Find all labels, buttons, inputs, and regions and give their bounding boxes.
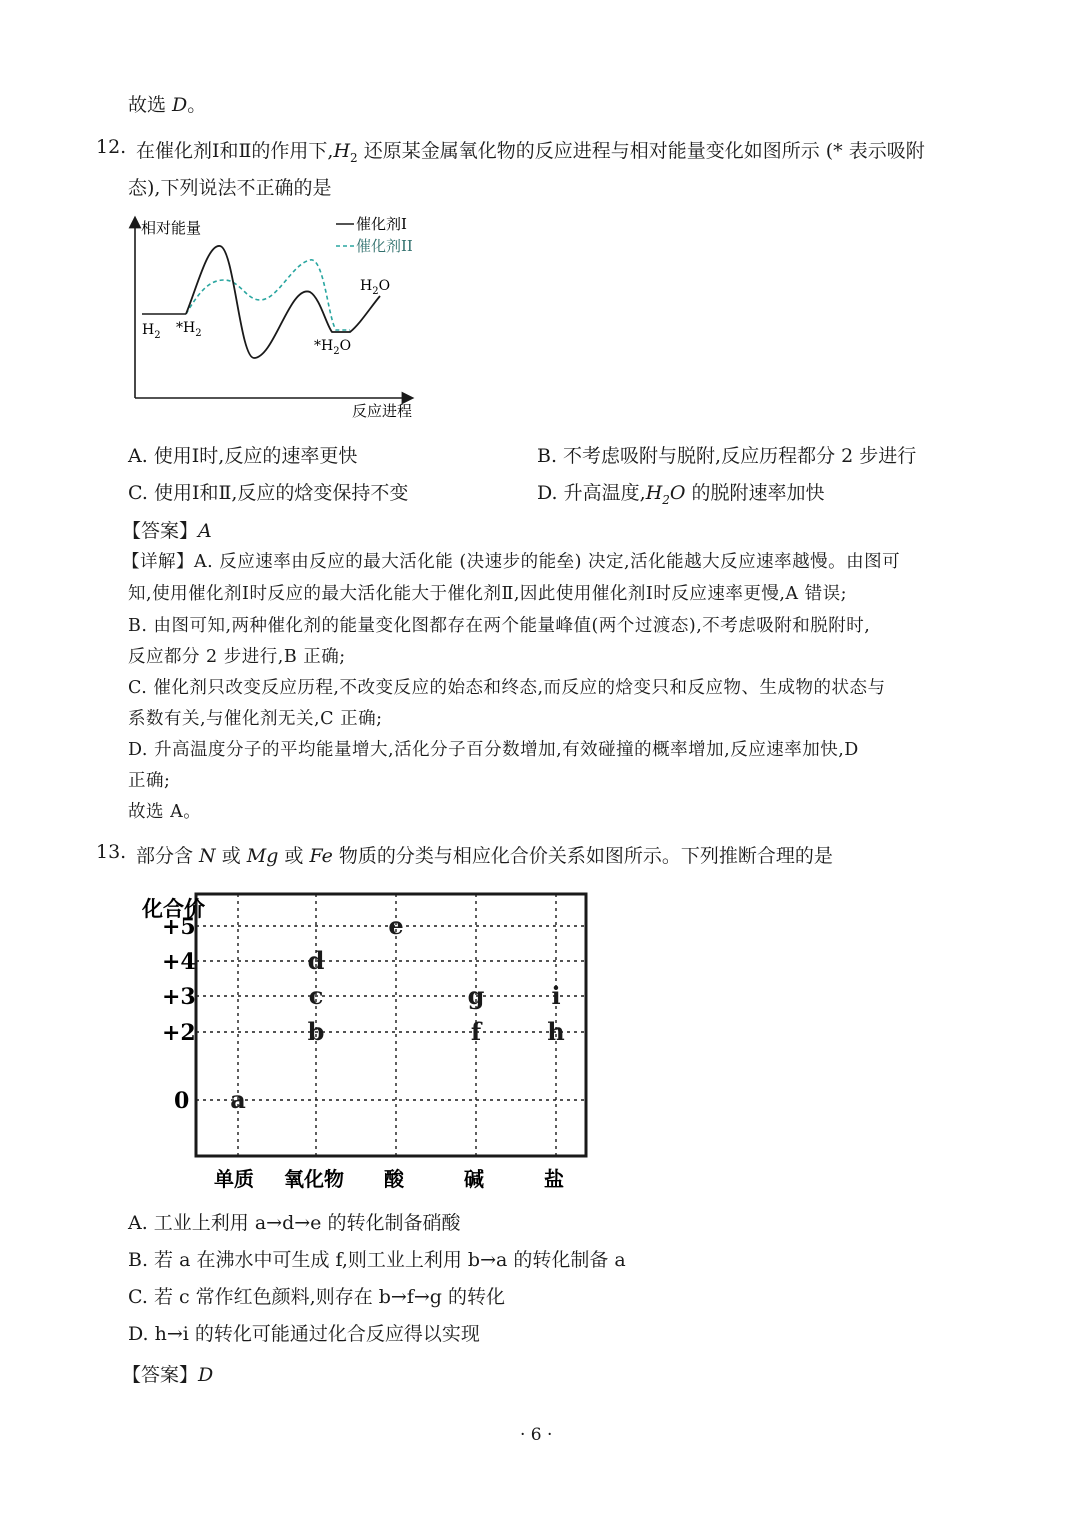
q12-label-h2: $H_2$ — [142, 322, 161, 341]
q13-ytick-5: +5 — [162, 914, 196, 940]
q12-legend-label-ii: 催化剂II — [356, 237, 413, 255]
q12-energy-diagram — [124, 208, 434, 426]
q13-xcat-element: 单质 — [214, 1167, 254, 1191]
q12-stem-line1: 在催化剂Ⅰ和Ⅱ的作用下$,H_2$ 还原某金属氧化物的反应进程与相对能量变化如图所示 (* 表示吸附 — [136, 140, 925, 165]
q13-point-e: e — [388, 911, 404, 940]
q12-option-c: C. 使用Ⅰ和Ⅱ,反应的焓变保持不变 — [128, 482, 409, 504]
q13-point-g: g — [467, 981, 485, 1010]
q12-answer: 【答案】A — [122, 520, 212, 542]
q12-y-label: 相对能量 — [141, 219, 202, 237]
q13-xcat-oxide: 氧化物 — [284, 1167, 344, 1191]
q13-ytick-4: +4 — [162, 949, 196, 975]
page-number: · 6 · — [520, 1425, 553, 1445]
q13-number: 13. — [96, 841, 127, 863]
q13-point-c: c — [308, 981, 324, 1010]
q12-stem-line2: 态),下列说法不正确的是 — [128, 177, 332, 199]
q12-label-star-h2: $*H_2$ — [176, 320, 202, 339]
q13-hgrid — [196, 926, 586, 1100]
q13-point-a: a — [230, 1085, 246, 1114]
q13-stem: 部分含 N 或 Mg 或 Fe 物质的分类与相应化合价关系如图所示。下列推断合理的是 — [136, 845, 833, 867]
q12-detail-line-9: 故选 A。 — [128, 802, 202, 822]
q12-detail-line-6: 系数有关,与催化剂无关,C 正确; — [128, 709, 383, 729]
q13-valence-chart — [128, 880, 598, 1200]
q13-point-f: f — [470, 1017, 482, 1046]
q12-legend-label-i: 催化剂I — [356, 215, 407, 233]
q12-detail-line-5: C. 催化剂只改变反应历程,不改变反应的始态和终态,而反应的焓变只和反应物、生成物的状态与 — [128, 678, 886, 698]
q13-point-b: b — [307, 1017, 325, 1046]
q13-xcat-salt: 盐 — [544, 1167, 564, 1191]
q13-ytick-0: 0 — [174, 1088, 190, 1114]
q13-option-b: B. 若 a 在沸水中可生成 f,则工业上利用 b→a 的转化制备 a — [128, 1249, 626, 1271]
q12-label-h2o: $H_2O$ — [360, 278, 391, 297]
q12-detail-line-4: 反应都分 2 步进行,B 正确; — [128, 647, 346, 667]
q12-detail-line-1: 【详解】A. 反应速率由反应的最大活化能 (决速步的能垒) 决定,活化能越大反应速率越慢。由图可 — [122, 552, 901, 572]
q13-y-title: 化合价 — [142, 896, 205, 921]
q13-points — [230, 911, 565, 1114]
q13-ytick-3: +3 — [162, 984, 196, 1010]
q12-label-star-h2o: $*H_2O$ — [314, 338, 352, 357]
q12-x-label: 反应进程 — [352, 402, 413, 420]
q13-point-d: d — [307, 946, 325, 975]
q13-xcat-base: 碱 — [464, 1167, 484, 1191]
q12-number: 12. — [96, 136, 127, 158]
q13-xcat-acid: 酸 — [384, 1167, 404, 1191]
q13-option-d: D. h→i 的转化可能通过化合反应得以实现 — [128, 1323, 480, 1345]
q12-option-d: D. 升高温度$,H_2O$ 的脱附速率加快 — [537, 482, 825, 507]
prev-conclusion: 故选 D。 — [128, 94, 207, 116]
q13-option-a: A. 工业上利用 a→d→e 的转化制备硝酸 — [128, 1212, 461, 1234]
q13-point-h: h — [547, 1017, 565, 1046]
q13-point-i: i — [551, 981, 561, 1010]
q13-option-c: C. 若 c 常作红色颜料,则存在 b→f→g 的转化 — [128, 1286, 505, 1308]
q12-detail-line-2: 知,使用催化剂Ⅰ时反应的最大活化能大于催化剂Ⅱ,因此使用催化剂Ⅰ时反应速率更慢,A 错误; — [128, 584, 848, 604]
q13-ytick-2: +2 — [162, 1020, 196, 1046]
q12-option-a: A. 使用Ⅰ时,反应的速率更快 — [128, 445, 358, 467]
q13-answer: 【答案】D — [122, 1364, 214, 1386]
q12-detail-line-7: D. 升高温度分子的平均能量增大,活化分子百分数增加,有效碰撞的概率增加,反应速率加快,D — [128, 740, 859, 760]
q12-detail-line-3: B. 由图可知,两种催化剂的能量变化图都存在两个能量峰值(两个过渡态),不考虑吸附和脱附时, — [128, 616, 871, 636]
q12-option-b: B. 不考虑吸附与脱附,反应历程都分 2 步进行 — [537, 445, 917, 467]
q12-detail-line-8: 正确; — [128, 771, 171, 791]
